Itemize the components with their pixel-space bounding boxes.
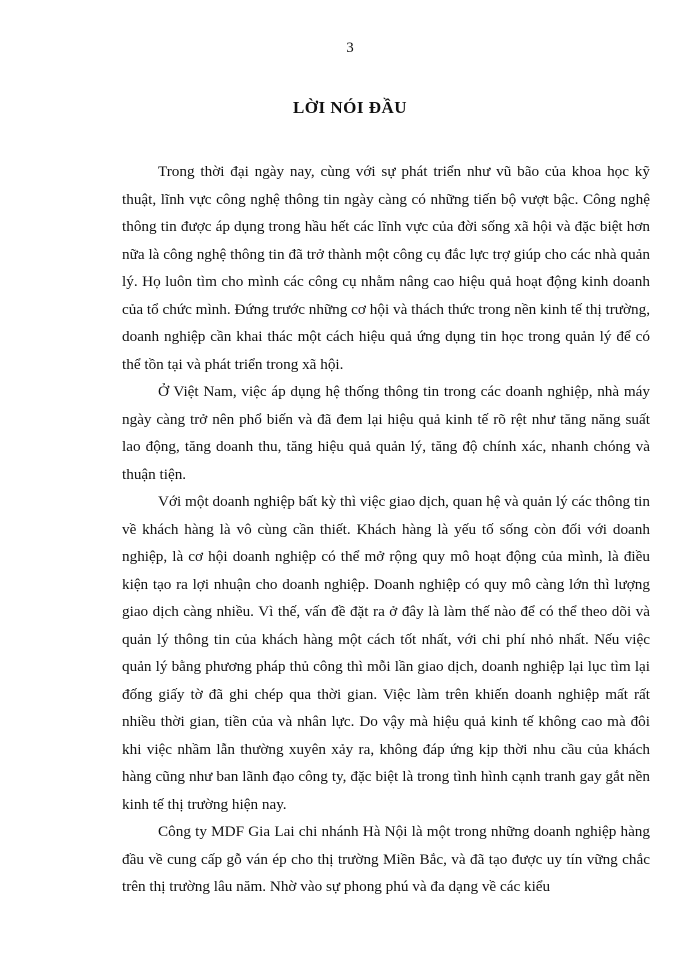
paragraph-4: Công ty MDF Gia Lai chi nhánh Hà Nội là một trong những doanh nghiệp hàng đầu về cung cấp gỗ ván ép cho thị trường Miền Bắc, và đã tạo được uy tín vững chắc trên thị trường lâu năm. Nhờ vào sự phong phú và đa dạng về các kiểu [122, 823, 650, 895]
page-number: 3 [346, 40, 354, 56]
body-text [122, 158, 650, 901]
page-title: LỜI NÓI ĐẦU [292, 98, 408, 117]
paragraph-1: Trong thời đại ngày nay, cùng với sự phát triển như vũ bão của khoa học kỹ thuật, lĩnh vực công nghệ thông tin ngày càng có những tiến bộ vượt bậc. Công nghệ thông tin được áp dụng trong hầu hết các lĩnh vực của đời sống xã hội và đặc biệt hơn nữa là công nghệ thông tin đã trở thành một công cụ đắc lực trợ giúp cho các nhà quản lý. Họ luôn tìm cho mình các công cụ nhằm nâng cao hiệu quả hoạt động kinh doanh của tổ chức mình. Đứng trước những cơ hội và thách thức trong nền kinh tế thị trường, doanh nghiệp cần khai thác một cách hiệu quả ứng dụng tin học trong quản lý để có thể tồn tại và phát triển trong xã hội. [122, 163, 650, 373]
paragraph-3: Với một doanh nghiệp bất kỳ thì việc giao dịch, quan hệ và quản lý các thông tin về khách hàng là vô cùng cần thiết. Khách hàng là yếu tố sống còn đối với doanh nghiệp, là cơ hội doanh nghiệp có thể mở rộng quy mô hoạt động của mình, là điều kiện tạo ra lợi nhuận cho doanh nghiệp. Doanh nghiệp có quy mô càng lớn thì lượng giao dịch càng nhiều. Vì thế, vấn đề đặt ra ở đây là làm thế nào để có thể theo dõi và quản lý thông tin của khách hàng một cách tốt nhất, với chi phí nhỏ nhất. Nếu việc quản lý bằng phương pháp thủ công thì mỗi lần giao dịch, doanh nghiệp lại lục tìm lại đống giấy tờ đã ghi chép qua thời gian. Việc làm trên khiến doanh nghiệp mất rất nhiều thời gian, tiền của và nhân lực. Do vậy mà hiệu quả kinh tế không cao mà đôi khi việc nhầm lẫn thường xuyên xảy ra, không đáp ứng kịp thời nhu cầu của khách hàng cũng như ban lãnh đạo công ty, đặc biệt là trong tình hình cạnh tranh gay gắt nền kinh tế thị trường hiện nay. [122, 493, 650, 813]
paragraph-2: Ở Việt Nam, việc áp dụng hệ thống thông tin trong các doanh nghiệp, nhà máy ngày càng trở nên phổ biến và đã đem lại hiệu quả kinh tế rõ rệt như tăng năng suất lao động, tăng doanh thu, tăng hiệu quả quản lý, tăng độ chính xác, nhanh chóng và thuận tiện. [122, 383, 650, 483]
